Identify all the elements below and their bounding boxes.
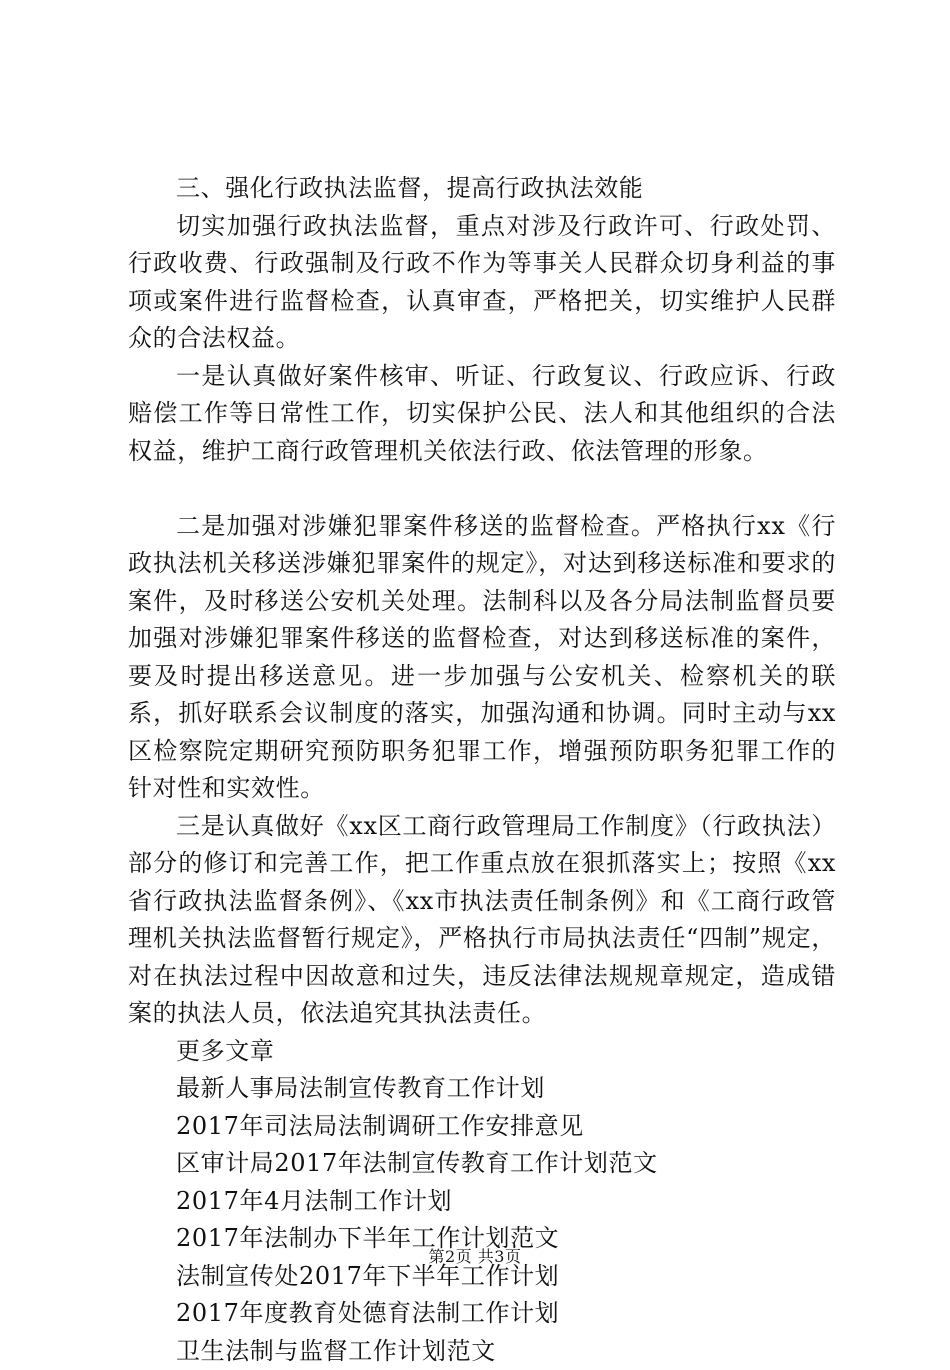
more-article-link[interactable]: 卫生法制与监督工作计划范文 xyxy=(128,1333,836,1370)
paragraph-point-two: 二是加强对涉嫌犯罪案件移送的监督检查。严格执行xx《行政执法机关移送涉嫌犯罪案件的规定》，对达到移送标准和要求的案件，及时移送公安机关处理。法制科以及各分局法制监督员要加强对涉嫌犯罪案件移送的监督检查，对达到移送标准的案件，要及时提出移送意见。进一步加强与公安机关、检察机关的联系，抓好联系会议制度的落实，加强沟通和协调。同时主动与xx区检察院定期研究预防职务犯罪工作，增强预防职务犯罪工作的针对性和实效性。 xyxy=(128,508,836,808)
more-article-link[interactable]: 法制宣传处2017年下半年工作计划 xyxy=(128,1258,836,1296)
more-articles-section xyxy=(128,1033,836,1370)
paragraph-point-one: 一是认真做好案件核审、听证、行政复议、行政应诉、行政赔偿工作等日常性工作，切实保护公民、法人和其他组织的合法权益，维护工商行政管理机关依法行政、依法管理的形象。 xyxy=(128,358,836,471)
more-articles-list xyxy=(128,1070,836,1370)
more-article-link[interactable]: 2017年法制办下半年工作计划范文 xyxy=(128,1220,836,1258)
more-articles-title: 更多文章 xyxy=(128,1033,836,1071)
section-heading: 三、强化行政执法监督，提高行政执法效能 xyxy=(128,170,836,208)
more-article-link[interactable]: 2017年司法局法制调研工作安排意见 xyxy=(128,1108,836,1146)
more-article-link[interactable]: 最新人事局法制宣传教育工作计划 xyxy=(128,1070,836,1108)
more-article-link[interactable]: 2017年度教育处德育法制工作计划 xyxy=(128,1295,836,1333)
page-footer xyxy=(0,1244,950,1267)
more-article-link[interactable]: 2017年4月法制工作计划 xyxy=(128,1183,836,1221)
more-article-link[interactable]: 区审计局2017年法制宣传教育工作计划范文 xyxy=(128,1145,836,1183)
paragraph-point-three: 三是认真做好《xx区工商行政管理局工作制度》（行政执法）部分的修订和完善工作，把工作重点放在狠抓落实上；按照《xx省行政执法监督条例》、《xx市执法责任制条例》和《工商行政管理机关执法监督暂行规定》，严格执行市局执法责任“四制”规定，对在执法过程中因故意和过失，违反法律法规规章规定，造成错案的执法人员，依法追究其执法责任。 xyxy=(128,808,836,1033)
document-body xyxy=(128,170,836,1370)
paragraph-intro: 切实加强行政执法监督，重点对涉及行政许可、行政处罚、行政收费、行政强制及行政不作为等事关人民群众切身利益的事项或案件进行监督检查，认真审查，严格把关，切实维护人民群众的合法权益。 xyxy=(128,208,836,358)
page-indicator: 第2页 共3页 xyxy=(429,1247,522,1266)
